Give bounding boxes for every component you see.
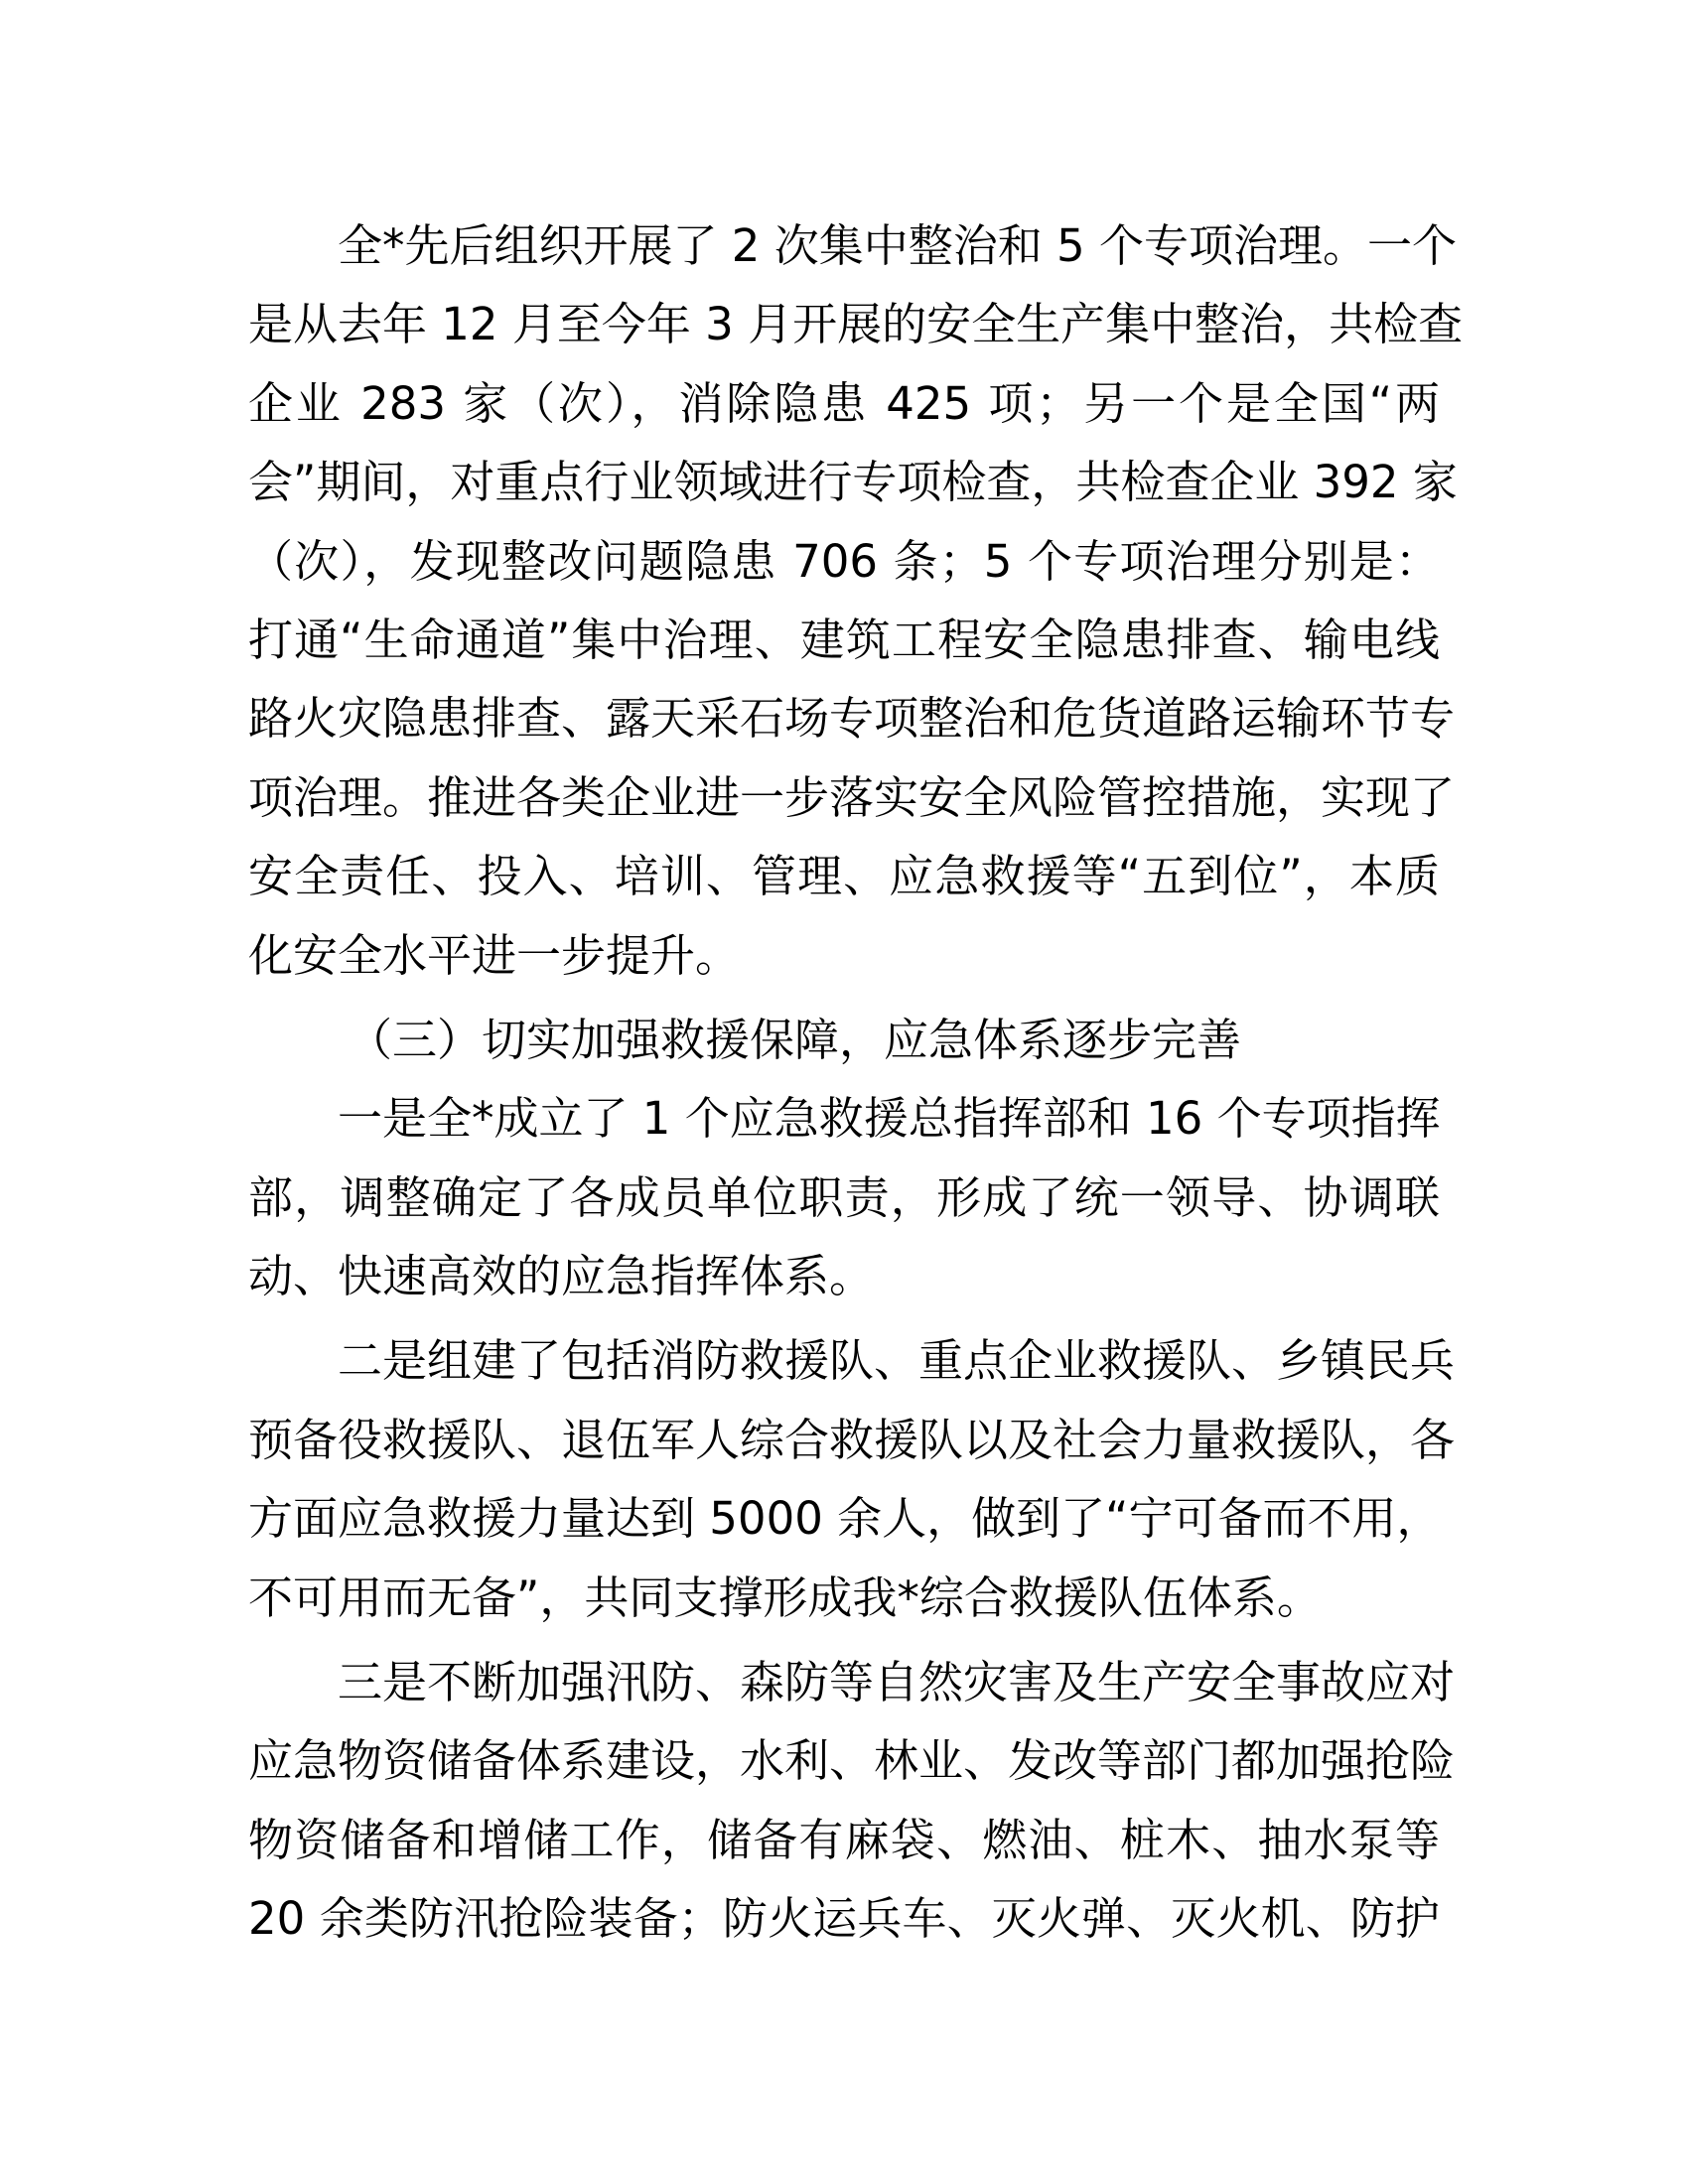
text-line: 安全责任、投入、培训、管理、应急救援等“五到位”，本质 [248,850,1440,903]
paragraph-command-system [248,1079,1440,1315]
text-line: 二是组建了包括消防救援队、重点企业救援队、乡镇民兵 [338,1334,1456,1388]
paragraph-rescue-teams [248,1321,1456,1637]
text-line: 打通“生命通道”集中治理、建筑工程安全隐患排查、输电线 [248,613,1440,666]
text-line: 三是不断加强汛防、森防等自然灾害及生产安全事故应对 [338,1656,1456,1709]
text-line: 会”期间，对重点行业领域进行专项检查，共检查企业 392 家 [248,456,1458,509]
text-line: 动、快速高效的应急指挥体系。 [248,1250,875,1303]
text-line: 20 余类防汛抢险装备；防火运兵车、灭火弹、灭火机、防护 [248,1892,1440,1946]
text-line: 方面应急救援力量达到 5000 余人，做到了“宁可备而不用， [248,1492,1442,1546]
text-line: （次），发现整改问题隐患 706 条；5 个专项治理分别是： [248,534,1440,588]
text-line: 物资储备和增储工作，储备有麻袋、燃油、桩木、抽水泵等 [248,1813,1440,1866]
text-line: 全*先后组织开展了 2 次集中整治和 5 个专项治理。一个 [338,219,1457,272]
text-line: 路火灾隐患排查、露天采石场专项整治和危货道路运输环节专 [248,692,1456,746]
paragraph-supplies [248,1643,1456,1959]
text-line: 一是全*成立了 1 个应急救援总指挥部和 16 个专项指挥 [338,1092,1441,1146]
text-line: 应急物资储备体系建设，水利、林业、发改等部门都加强抢险 [248,1734,1456,1788]
section-heading-3: （三）切实加强救援保障，应急体系逐步完善 [348,1013,1242,1066]
text-line: 项治理。推进各类企业进一步落实安全风险管控措施，实现了 [248,770,1456,824]
text-line: 不可用而无备”，共同支撑形成我*综合救援队伍体系。 [248,1570,1322,1624]
text-line: 部，调整确定了各成员单位职责，形成了统一领导、协调联 [248,1170,1440,1224]
text-line: 预备役救援队、退伍军人综合救援队以及社会力量救援队，各 [248,1413,1456,1466]
document-body [248,206,1464,1965]
text-line: 是从去年 12 月至今年 3 月开展的安全生产集中整治，共检查 [248,298,1464,351]
text-line: 企业 283 家（次），消除隐患 425 项；另一个是全国“两 [248,376,1440,430]
paragraph-work-summary [248,206,1464,995]
text-line: 化安全水平进一步提升。 [248,928,741,982]
